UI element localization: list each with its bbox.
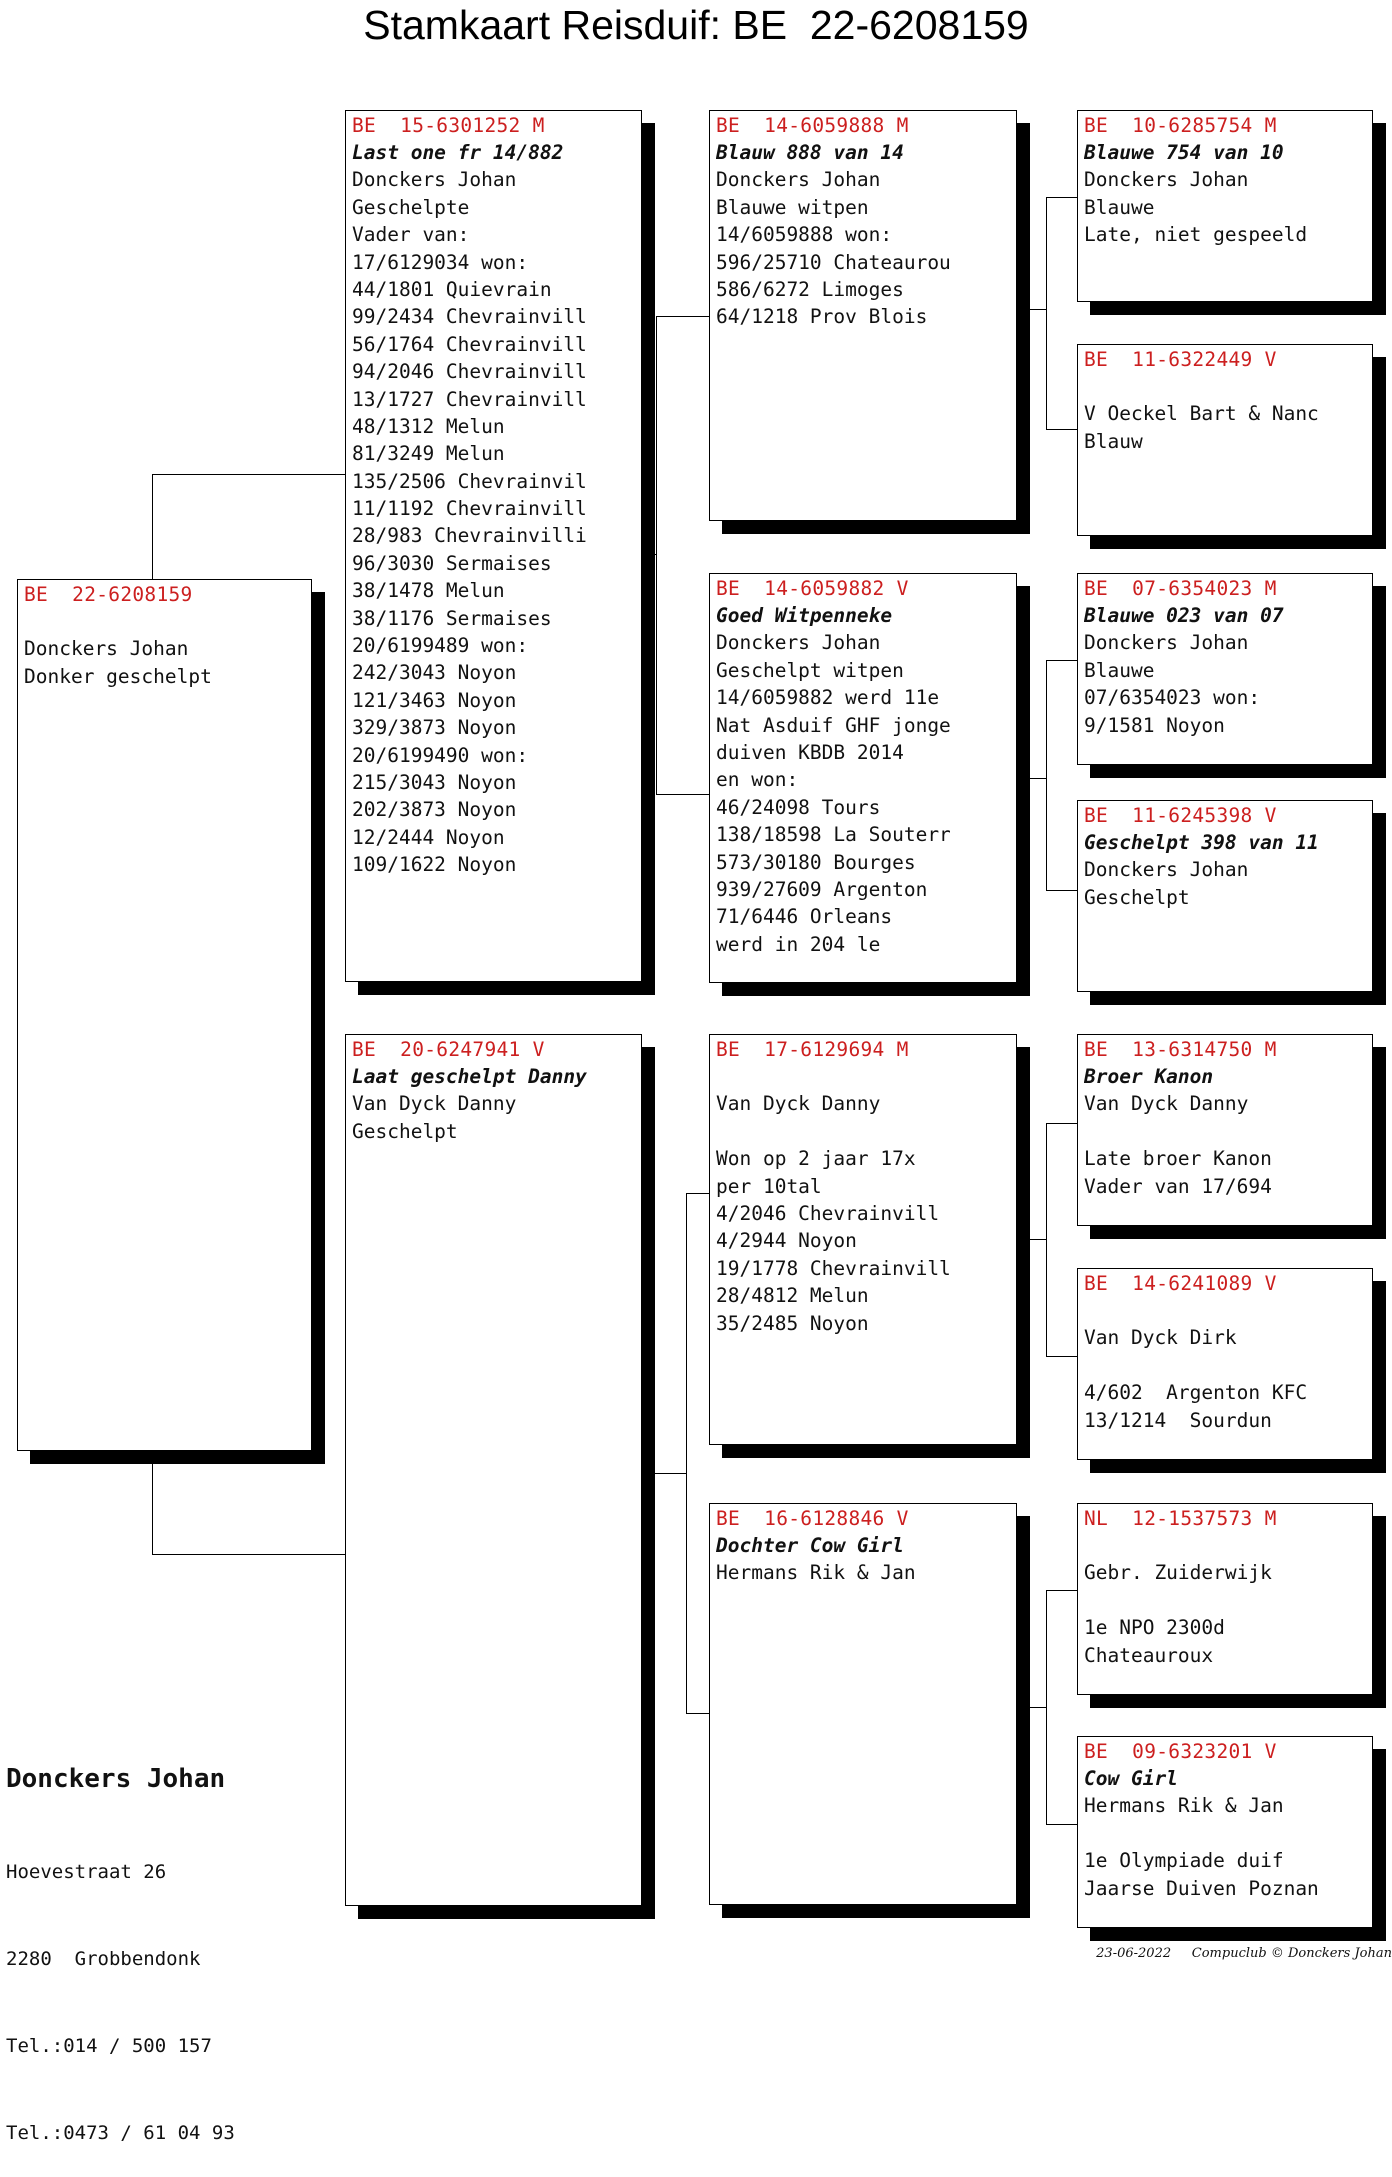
pigeon-line: 4/2046 Chevrainvill: [716, 1201, 940, 1225]
owner-street: Hoevestraat 26: [6, 1861, 167, 1883]
pigeon-card-ff[interactable]: [709, 110, 1017, 521]
pigeon-line: 44/1801 Quievrain: [352, 277, 552, 301]
owner-name: Donckers Johan: [6, 1764, 226, 1794]
pigeon-details: [24, 608, 305, 690]
pigeon-line: 939/27609 Argenton: [716, 877, 928, 901]
pigeon-line: Broer Kanon: [1084, 1065, 1214, 1088]
connector-fm-mid: [1017, 778, 1046, 779]
pigeon-line: Van Dyck Danny: [716, 1092, 881, 1116]
pigeon-line: 71/6446 Orleans: [716, 905, 893, 929]
pigeon-line: [1084, 1820, 1366, 1847]
ring-number: BE 11-6322449 V: [1084, 348, 1277, 371]
pigeon-line: Vader van 17/694: [1084, 1174, 1272, 1198]
connector-mf-mfm: [1046, 1239, 1078, 1357]
pigeon-line: 135/2506 Chevrainvil: [352, 469, 587, 493]
pigeon-line: 1e Olympiade duif: [1084, 1849, 1284, 1873]
pigeon-line: 14/6059888 won:: [716, 223, 893, 247]
connector-mf-mid: [1017, 1239, 1046, 1240]
pigeon-details: [716, 602, 1010, 958]
pigeon-line: Nat Asduif GHF jonge: [716, 713, 951, 737]
pigeon-line: Blauw 888 van 14: [716, 141, 904, 164]
pigeon-line: 138/18598 La Souterr: [716, 823, 951, 847]
pigeon-card-mmm[interactable]: [1077, 1736, 1373, 1928]
pigeon-details: [1084, 829, 1366, 911]
pigeon-line: 202/3873 Noyon: [352, 798, 517, 822]
pigeon-line: Donckers Johan: [24, 637, 189, 661]
pigeon-line: 12/2444 Noyon: [352, 825, 505, 849]
pigeon-line: 9/1581 Noyon: [1084, 713, 1225, 737]
pigeon-card-fm[interactable]: [709, 573, 1017, 983]
pigeon-details: [716, 1532, 1010, 1587]
pigeon-line: Geschelpte: [352, 195, 470, 219]
connector-mother-mm: [686, 1473, 710, 1714]
pigeon-line: Hermans Rik & Jan: [1084, 1794, 1284, 1818]
pigeon-line: Blauwe 754 van 10: [1084, 141, 1284, 164]
pigeon-line: en won:: [716, 768, 799, 792]
pigeon-card-fmf[interactable]: [1077, 573, 1373, 765]
ring-number: BE 10-6285754 M: [1084, 114, 1277, 137]
pigeon-line: [1084, 373, 1366, 400]
connector-mother-mid: [642, 1473, 686, 1474]
owner-phone-1: Tel.:014 / 500 157: [6, 2035, 212, 2057]
pigeon-line: Donckers Johan: [1084, 631, 1249, 655]
connector-father-fm: [656, 554, 710, 795]
owner-phone-2: Tel.:0473 / 61 04 93: [6, 2122, 235, 2144]
ring-number: BE 09-6323201 V: [1084, 1740, 1277, 1763]
pigeon-line: 14/6059882 werd 11e: [716, 686, 940, 710]
pigeon-details: [1084, 373, 1366, 455]
pigeon-line: 596/25710 Chateaurou: [716, 250, 951, 274]
pigeon-line: Van Dyck Danny: [1084, 1092, 1249, 1116]
pigeon-line: duiven KBDB 2014: [716, 740, 904, 764]
pigeon-line: 19/1778 Chevrainvill: [716, 1256, 951, 1280]
ring-number: BE 11-6245398 V: [1084, 804, 1277, 827]
ring-number: BE 16-6128846 V: [716, 1507, 909, 1530]
pigeon-line: 20/6199490 won:: [352, 743, 529, 767]
pigeon-line: Blauwe 023 van 07: [1084, 604, 1284, 627]
pigeon-line: 1e NPO 2300d: [1084, 1616, 1225, 1640]
pigeon-line: Cow Girl: [1084, 1767, 1178, 1790]
pigeon-line: Donckers Johan: [716, 168, 881, 192]
ring-number: BE 22-6208159: [24, 583, 193, 606]
pigeon-line: 46/24098 Tours: [716, 795, 881, 819]
connector-mm-mid: [1017, 1707, 1046, 1708]
pigeon-line: 13/1727 Chevrainvill: [352, 387, 587, 411]
pigeon-card-mmf[interactable]: [1077, 1503, 1373, 1695]
pigeon-line: Gebr. Zuiderwijk: [1084, 1561, 1272, 1585]
ring-number: BE 14-6241089 V: [1084, 1272, 1277, 1295]
owner-city: 2280 Grobbendonk: [6, 1948, 201, 1970]
pigeon-line: per 10tal: [716, 1174, 822, 1198]
pigeon-line: Last one fr 14/882: [352, 141, 564, 164]
pigeon-line: werd in 204 le: [716, 932, 881, 956]
pigeon-line: [1084, 1532, 1366, 1559]
pigeon-card-mm[interactable]: [709, 1503, 1017, 1905]
ring-number: BE 20-6247941 V: [352, 1038, 545, 1061]
pigeon-line: Blauw: [1084, 429, 1143, 453]
ring-number: BE 14-6059882 V: [716, 577, 909, 600]
ring-number: BE 17-6129694 M: [716, 1038, 909, 1061]
pigeon-card-subject[interactable]: [17, 579, 312, 1451]
connector-ff-ffm: [1046, 309, 1078, 430]
pigeon-line: Donker geschelpt: [24, 664, 212, 688]
connector-father-mid: [642, 554, 656, 555]
pigeon-line: Geschelpt witpen: [716, 658, 904, 682]
pigeon-line: V Oeckel Bart & Nanc: [1084, 402, 1319, 426]
pigeon-line: Dochter Cow Girl: [716, 1534, 904, 1557]
pigeon-line: [716, 1118, 1010, 1145]
pigeon-line: 35/2485 Noyon: [716, 1311, 869, 1335]
pigeon-line: Jaarse Duiven Poznan: [1084, 1876, 1319, 1900]
ring-number: BE 15-6301252 M: [352, 114, 545, 137]
pigeon-line: 242/3043 Noyon: [352, 661, 517, 685]
connector-fm-fmf: [1046, 660, 1078, 779]
pigeon-line: 99/2434 Chevrainvill: [352, 305, 587, 329]
pigeon-line: Geschelpt 398 van 11: [1084, 831, 1319, 854]
pigeon-card-mother[interactable]: [345, 1034, 642, 1906]
pigeon-card-ffm[interactable]: [1077, 344, 1373, 536]
connector-mm-mmm: [1046, 1707, 1078, 1825]
connector-mm-mmf: [1046, 1590, 1078, 1708]
pigeon-line: Donckers Johan: [716, 631, 881, 655]
pigeon-line: 56/1764 Chevrainvill: [352, 332, 587, 356]
ring-number: BE 14-6059888 M: [716, 114, 909, 137]
pigeon-line: 28/4812 Melun: [716, 1284, 869, 1308]
pigeon-details: [1084, 1532, 1366, 1669]
pigeon-line: 573/30180 Bourges: [716, 850, 916, 874]
pigeon-line: 38/1176 Sermaises: [352, 606, 552, 630]
connector-subject-mother: [152, 1464, 346, 1555]
pigeon-line: 215/3043 Noyon: [352, 770, 517, 794]
connector-subject-father: [152, 474, 346, 580]
pigeon-line: 48/1312 Melun: [352, 414, 505, 438]
pigeon-line: 28/983 Chevrainvilli: [352, 524, 587, 548]
pigeon-line: Goed Witpenneke: [716, 604, 893, 627]
footer-credit: 23-06-2022 Compuclub © Donckers Johan: [1096, 1946, 1392, 1961]
pigeon-line: Blauwe witpen: [716, 195, 869, 219]
connector-ff-fff: [1046, 197, 1078, 310]
pigeon-line: Donckers Johan: [1084, 168, 1249, 192]
pigeon-line: Geschelpt: [352, 1119, 458, 1143]
pigeon-line: [1084, 1352, 1366, 1379]
pigeon-line: Laat geschelpt Danny: [352, 1065, 587, 1088]
pigeon-line: Van Dyck Danny: [352, 1092, 517, 1116]
pigeon-line: 81/3249 Melun: [352, 442, 505, 466]
pigeon-line: Donckers Johan: [1084, 858, 1249, 882]
pigeon-line: [716, 1063, 1010, 1090]
pigeon-line: Donckers Johan: [352, 168, 517, 192]
pigeon-line: [24, 608, 305, 635]
pigeon-card-mff[interactable]: [1077, 1034, 1373, 1226]
owner-address: [6, 1800, 235, 2177]
pigeon-line: Blauwe: [1084, 658, 1155, 682]
pigeon-line: 07/6354023 won:: [1084, 686, 1261, 710]
connector-mf-mff: [1046, 1123, 1078, 1240]
pigeon-line: 17/6129034 won:: [352, 250, 529, 274]
pigeon-card-fff[interactable]: [1077, 110, 1373, 302]
ring-number: BE 13-6314750 M: [1084, 1038, 1277, 1061]
pigeon-line: [1084, 1297, 1366, 1324]
pigeon-line: 38/1478 Melun: [352, 579, 505, 603]
pigeon-line: 4/2944 Noyon: [716, 1229, 857, 1253]
pigeon-line: 20/6199489 won:: [352, 634, 529, 658]
pigeon-card-fmm[interactable]: [1077, 800, 1373, 992]
pigeon-line: [1084, 1587, 1366, 1614]
pigeon-details: [716, 1063, 1010, 1337]
ring-number: BE 07-6354023 M: [1084, 577, 1277, 600]
pigeon-line: Vader van:: [352, 223, 470, 247]
pigeon-details: [1084, 602, 1366, 739]
pigeon-line: Late broer Kanon: [1084, 1147, 1272, 1171]
pigeon-line: 329/3873 Noyon: [352, 716, 517, 740]
pigeon-line: 64/1218 Prov Blois: [716, 305, 928, 329]
pigeon-line: Geschelpt: [1084, 885, 1190, 909]
pigeon-line: 94/2046 Chevrainvill: [352, 360, 587, 384]
pigeon-details: [1084, 1063, 1366, 1200]
pigeon-line: Late, niet gespeeld: [1084, 223, 1308, 247]
pigeon-details: [352, 1063, 635, 1145]
pigeon-line: Van Dyck Dirk: [1084, 1326, 1237, 1350]
pigeon-card-mfm[interactable]: [1077, 1268, 1373, 1460]
connector-fm-fmm: [1046, 778, 1078, 891]
pigeon-line: 96/3030 Sermaises: [352, 551, 552, 575]
connector-father-ff: [656, 316, 710, 555]
pigeon-details: [1084, 1765, 1366, 1902]
pigeon-line: 4/602 Argenton KFC: [1084, 1381, 1308, 1405]
pigeon-details: [1084, 139, 1366, 249]
pigeon-line: 11/1192 Chevrainvill: [352, 497, 587, 521]
pigeon-card-father[interactable]: [345, 110, 642, 982]
pigeon-line: Blauwe: [1084, 195, 1155, 219]
pigeon-line: Hermans Rik & Jan: [716, 1561, 916, 1585]
pigeon-line: Won op 2 jaar 17x: [716, 1147, 916, 1171]
pigeon-details: [716, 139, 1010, 331]
pigeon-details: [352, 139, 635, 879]
pigeon-card-mf[interactable]: [709, 1034, 1017, 1445]
pigeon-line: 109/1622 Noyon: [352, 853, 517, 877]
pigeon-details: [1084, 1297, 1366, 1434]
connector-mother-mf: [686, 1193, 710, 1474]
connector-ff-mid: [1017, 309, 1046, 310]
pigeon-line: 13/1214 Sourdun: [1084, 1408, 1272, 1432]
pigeon-line: 586/6272 Limoges: [716, 277, 904, 301]
page-title: Stamkaart Reisduif: BE 22-6208159: [363, 2, 1029, 48]
pigeon-line: 121/3463 Noyon: [352, 688, 517, 712]
pigeon-line: [1084, 1118, 1366, 1145]
ring-number: NL 12-1537573 M: [1084, 1507, 1277, 1530]
pigeon-line: Chateauroux: [1084, 1643, 1214, 1667]
